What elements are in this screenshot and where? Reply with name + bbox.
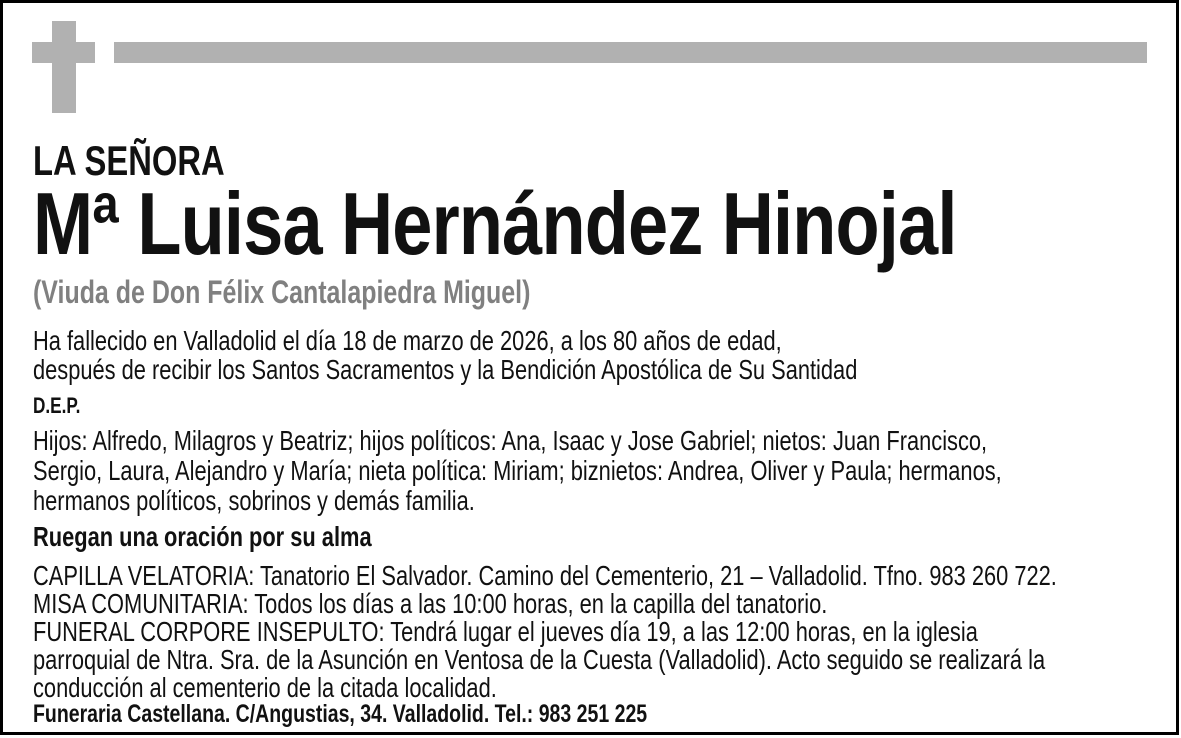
masthead [3,3,1176,109]
relation-subtitle: (Viuda de Don Félix Cantalapiedra Miguel) [33,274,531,310]
prayer-request: Ruegan una oración por su alma [33,521,372,552]
text-line: después de recibir los Santos Sacramentos y la Bendición Apostólica de Su Santidad [33,354,858,385]
text-line: MISA COMUNITARIA: Todos los días a las 10:00 horas, en la capilla del tanatorio. [33,588,828,619]
text-line: Ha fallecido en Valladolid el día 18 de marzo de 2026, a los 80 años de edad, [33,325,782,356]
text-line: conducción al cementerio de la citada localidad. [33,672,497,703]
text-line: parroquial de Ntra. Sra. de la Asunción en Ventosa de la Cuesta (Valladolid). Acto seguido se realizará la [33,644,1046,675]
text-line: hermanos políticos, sobrinos y demás familia. [33,485,475,516]
separator-bar [114,42,1147,63]
text-line: Hijos: Alfredo, Milagros y Beatriz; hijos políticos: Ana, Isaac y Jose Gabriel; nietos: Juan Francisco, [33,425,988,456]
cross-icon-horizontal-bar [32,42,95,63]
deceased-name: Mª Luisa Hernández Hinojal [33,174,957,273]
text-line: Sergio, Laura, Alejandro y María; nieta política: Miriam; biznietos: Andrea, Oliver y Paula; hermanos, [33,455,1002,486]
text-line: FUNERAL CORPORE INSEPULTO: Tendrá lugar el jueves día 19, a las 12:00 horas, en la iglesia [33,616,978,647]
family-list [33,426,1176,516]
cross-icon-vertical-bar [52,21,76,113]
service-details [33,562,1176,702]
eyebrow-title: LA SEÑORA [33,137,225,184]
funeral-home-info: Funeraria Castellana. C/Angustias, 34. Valladolid. Tel.: 983 251 225 [33,700,648,728]
obituary-content [3,137,1176,728]
death-announcement [33,326,1176,384]
dep-abbreviation: D.E.P. [33,393,81,418]
text-line: CAPILLA VELATORIA: Tanatorio El Salvador. Camino del Cementerio, 21 – Valladolid. Tfno. 983 260 722. [33,560,1057,591]
